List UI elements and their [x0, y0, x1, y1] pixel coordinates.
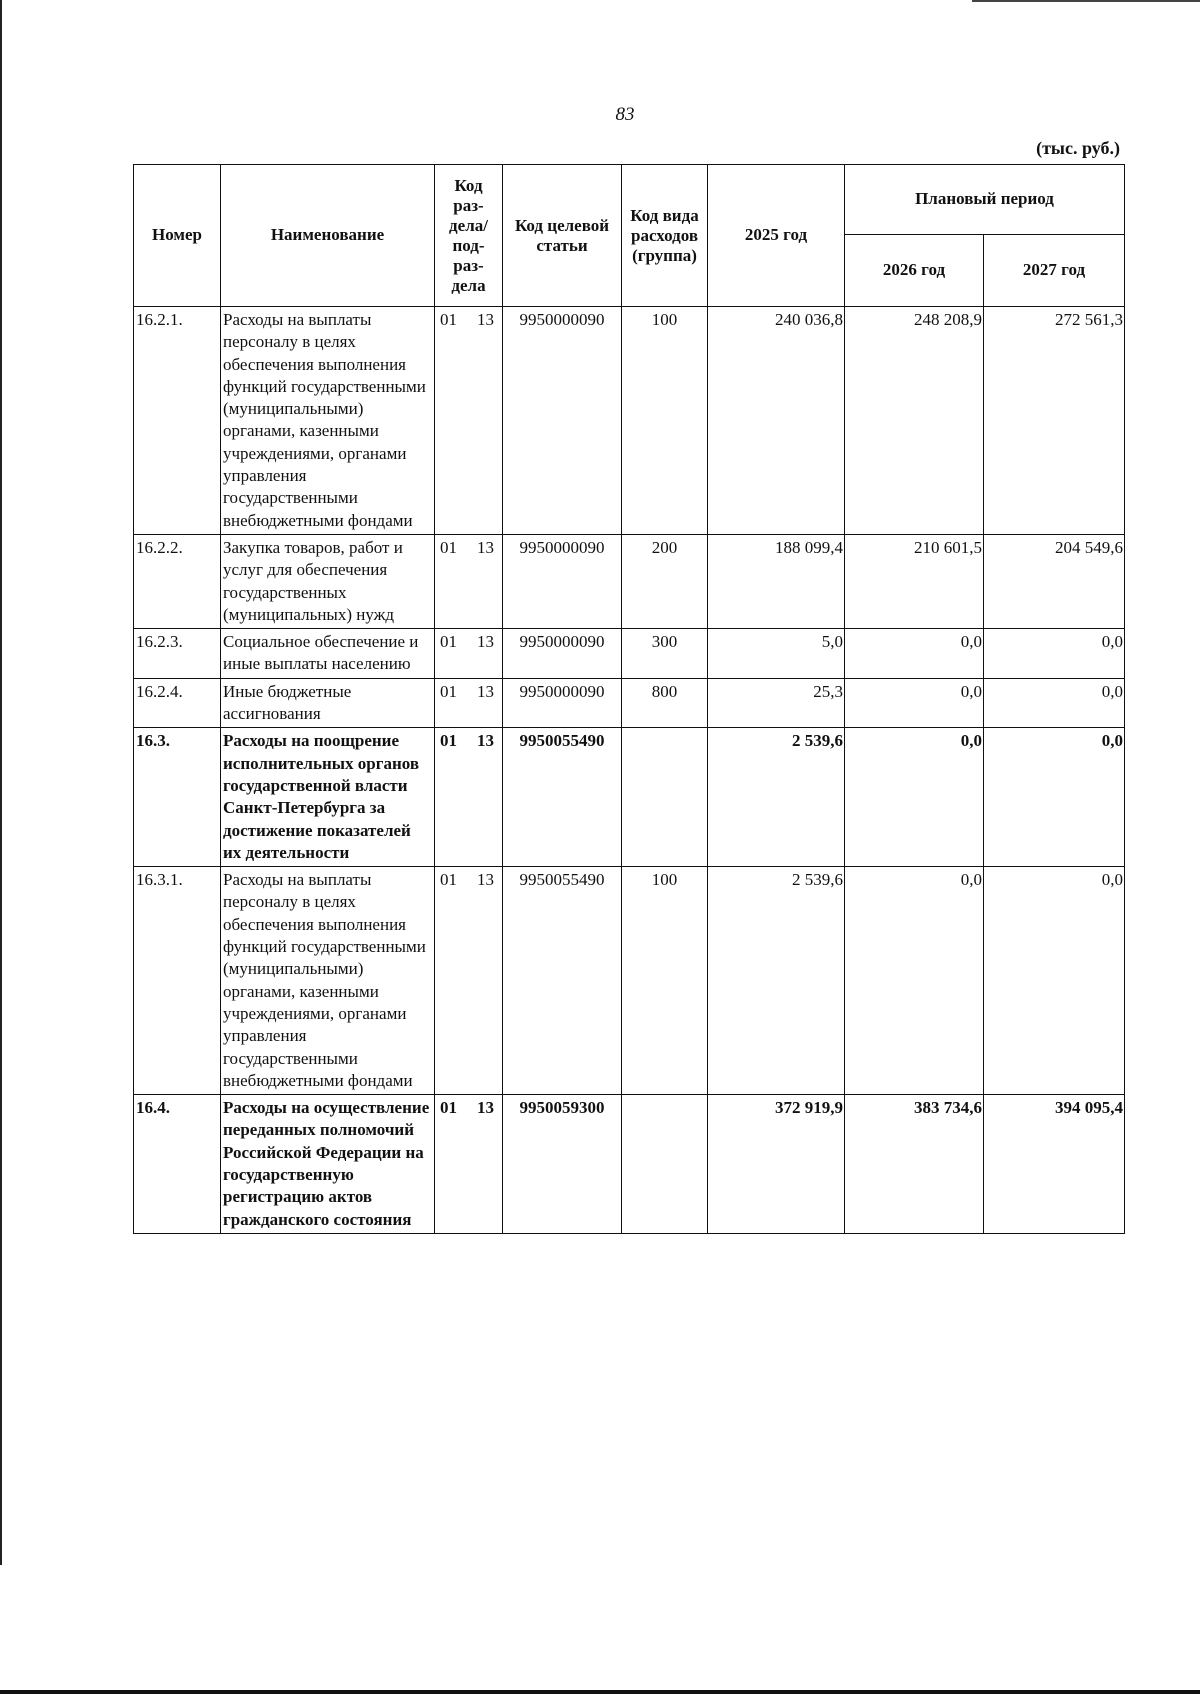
row-amount-2025: 2 539,6	[708, 867, 845, 1095]
row-group-code: 100	[622, 867, 708, 1095]
row-number: 16.2.1.	[134, 307, 221, 535]
row-amount-2026: 0,0	[845, 867, 984, 1095]
row-target-code: 9950000090	[503, 534, 622, 628]
table-body	[134, 307, 1125, 1234]
row-amount-2026: 0,0	[845, 728, 984, 867]
row-group-code	[622, 728, 708, 867]
subsection-code: 13	[477, 632, 494, 652]
section-code: 01	[440, 731, 457, 751]
row-number: 16.2.2.	[134, 534, 221, 628]
section-code: 01	[440, 537, 457, 557]
row-section-code	[435, 307, 503, 535]
page-number: 83	[615, 104, 635, 125]
header-group: Код вида расходов (группа)	[622, 165, 708, 307]
subsection-code: 13	[477, 681, 494, 701]
row-number: 16.2.3.	[134, 629, 221, 679]
row-number: 16.4.	[134, 1095, 221, 1234]
row-name: Расходы на выплаты персоналу в целях обеспечения выполнения функций государственными (муниципальными) органами, казенными учреждениями, органами управления государственными внебюджетными фондами	[221, 867, 435, 1095]
table-row	[134, 534, 1125, 628]
row-amount-2027: 394 095,4	[984, 1095, 1125, 1234]
row-group-code: 200	[622, 534, 708, 628]
units-label: (тыс. руб.)	[1036, 138, 1120, 158]
row-section-code	[435, 867, 503, 1095]
subsection-code: 13	[477, 537, 494, 557]
subsection-code: 13	[477, 1098, 494, 1118]
row-amount-2026: 248 208,9	[845, 307, 984, 535]
header-2026: 2026 год	[845, 235, 984, 307]
row-name: Закупка товаров, работ и услуг для обеспечения государственных (муниципальных) нужд	[221, 534, 435, 628]
row-group-code: 100	[622, 307, 708, 535]
row-amount-2027: 0,0	[984, 728, 1125, 867]
row-group-code: 300	[622, 629, 708, 679]
section-code: 01	[440, 632, 457, 652]
row-amount-2026: 383 734,6	[845, 1095, 984, 1234]
row-amount-2026: 210 601,5	[845, 534, 984, 628]
subsection-code: 13	[477, 731, 494, 751]
table-row	[134, 1095, 1125, 1234]
row-target-code: 9950000090	[503, 307, 622, 535]
header-row	[134, 165, 1125, 235]
row-amount-2027: 272 561,3	[984, 307, 1125, 535]
row-target-code: 9950055490	[503, 867, 622, 1095]
row-name: Социальное обеспечение и иные выплаты населению	[221, 629, 435, 679]
row-name: Расходы на осуществление переданных полномочий Российской Федерации на государственную регистрацию актов гражданского состояния	[221, 1095, 435, 1234]
row-amount-2027: 0,0	[984, 678, 1125, 728]
row-target-code: 9950000090	[503, 629, 622, 679]
header-name: Наименование	[221, 165, 435, 307]
header-section: Код раз-дела/ под-раз-дела	[435, 165, 503, 307]
subsection-code: 13	[477, 310, 494, 329]
table-row	[134, 678, 1125, 728]
row-section-code	[435, 1095, 503, 1234]
row-group-code	[622, 1095, 708, 1234]
scan-edge-left	[0, 0, 2, 1565]
section-code: 01	[440, 310, 457, 329]
row-name: Расходы на поощрение исполнительных органов государственной власти Санкт-Петербурга за достижение показателей их деятельности	[221, 728, 435, 867]
row-section-code	[435, 728, 503, 867]
row-target-code: 9950055490	[503, 728, 622, 867]
row-amount-2025: 2 539,6	[708, 728, 845, 867]
table-row	[134, 867, 1125, 1095]
row-number: 16.3.1.	[134, 867, 221, 1095]
row-section-code	[435, 629, 503, 679]
header-2027: 2027 год	[984, 235, 1125, 307]
row-amount-2025: 25,3	[708, 678, 845, 728]
section-code: 01	[440, 1098, 457, 1118]
row-number: 16.3.	[134, 728, 221, 867]
row-name: Иные бюджетные ассигнования	[221, 678, 435, 728]
row-number: 16.2.4.	[134, 678, 221, 728]
row-amount-2025: 240 036,8	[708, 307, 845, 535]
row-section-code	[435, 534, 503, 628]
row-amount-2025: 188 099,4	[708, 534, 845, 628]
row-amount-2027: 0,0	[984, 629, 1125, 679]
row-target-code: 9950059300	[503, 1095, 622, 1234]
table-row	[134, 629, 1125, 679]
table-row	[134, 307, 1125, 535]
row-name: Расходы на выплаты персоналу в целях обеспечения выполнения функций государственными (муниципальными) органами, казенными учреждениями, органами управления государственными внебюджетными фондами	[221, 307, 435, 535]
row-amount-2025: 372 919,9	[708, 1095, 845, 1234]
header-2025: 2025 год	[708, 165, 845, 307]
section-code: 01	[440, 870, 457, 890]
row-amount-2026: 0,0	[845, 629, 984, 679]
row-amount-2026: 0,0	[845, 678, 984, 728]
table-row	[134, 728, 1125, 867]
section-code: 01	[440, 681, 457, 701]
row-group-code: 800	[622, 678, 708, 728]
scan-edge-bottom	[0, 1690, 1200, 1694]
row-section-code	[435, 678, 503, 728]
header-number: Номер	[134, 165, 221, 307]
row-target-code: 9950000090	[503, 678, 622, 728]
budget-table	[133, 164, 1125, 1234]
header-planned-period: Плановый период	[845, 165, 1125, 235]
row-amount-2027: 204 549,6	[984, 534, 1125, 628]
row-amount-2027: 0,0	[984, 867, 1125, 1095]
subsection-code: 13	[477, 870, 494, 890]
scan-edge-top	[972, 0, 1200, 2]
row-amount-2025: 5,0	[708, 629, 845, 679]
header-target: Код целевой статьи	[503, 165, 622, 307]
